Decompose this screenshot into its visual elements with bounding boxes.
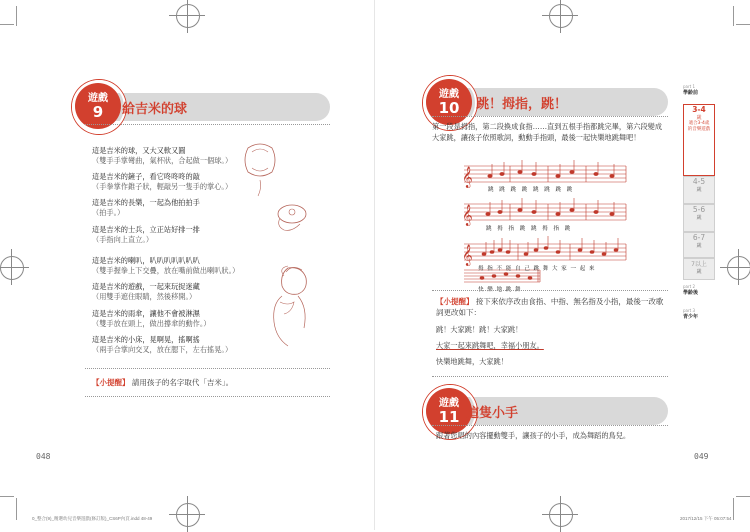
print-timestamp: 2017/12/15 下午 05:07:54 xyxy=(680,516,732,521)
game-number: 10 xyxy=(438,99,460,117)
tip xyxy=(92,377,233,388)
verse-sub: （手指向上直立。） xyxy=(92,235,154,244)
sing-line-3: 快樂地跳舞，大家跳！ xyxy=(436,357,508,366)
hands-clap-illustration xyxy=(270,200,310,235)
part-label: 學齡前 xyxy=(683,90,699,96)
verse-main: 這是吉米的球，又大又軟又圓 xyxy=(92,146,186,155)
staff-2 xyxy=(462,198,626,226)
crop-mark xyxy=(0,496,14,497)
tab-unit: 歲 xyxy=(696,269,702,275)
game-label: 遊戲 xyxy=(439,89,459,100)
tab-age: 6-7 xyxy=(692,233,706,242)
game-title: 給吉米的球 xyxy=(122,102,188,117)
game-label: 遊戲 xyxy=(439,398,459,409)
crop-mark xyxy=(16,498,17,520)
side-tab-5-6[interactable] xyxy=(683,204,715,232)
title-divider xyxy=(432,116,668,117)
side-part-1 xyxy=(683,84,713,96)
staff-1 xyxy=(462,160,626,188)
svg-text:𝄞: 𝄞 xyxy=(462,245,473,266)
game10-paragraph: 第一段是拇指，第二段換成食指……直到五根手指都跳完畢，第六段變成大家跳，讓孩子依照歌詞，動動手指頭，最後一起快樂地跳舞吧！ xyxy=(432,122,663,142)
verse-3 xyxy=(92,198,262,218)
game11-paragraph: 跟著您唱的內容擺動雙手，讓孩子的小手，成為舞蹈的鳥兒。 xyxy=(436,431,631,440)
crop-mark xyxy=(736,496,750,497)
part-small: part 1 xyxy=(683,84,696,89)
verse-main: 這是吉米的小床，晃啊晃，搖啊搖 xyxy=(92,335,200,344)
verse-4 xyxy=(92,225,262,245)
crop-mark xyxy=(736,24,750,25)
side-tab-7-plus[interactable] xyxy=(683,258,715,280)
tab-unit: 歲 xyxy=(696,115,702,121)
game-title-10: 跳！拇指，跳！ xyxy=(476,97,568,112)
tab-unit: 歲 xyxy=(696,243,702,249)
page-number: 048 xyxy=(36,452,51,461)
svg-text:𝄞: 𝄞 xyxy=(462,205,473,226)
tab-age: 7以上 xyxy=(691,261,707,268)
tab-age: 5-6 xyxy=(692,205,706,214)
tip-text: 請用孩子的名字取代「吉米」。 xyxy=(131,378,234,387)
tip-tag: 【小提醒】 xyxy=(92,378,130,387)
tip-tag: 【小提醒】 xyxy=(436,297,474,306)
lyrics-row-3: 拇 指 不 能 自 己 跳 舞 大 家 一 起 來 xyxy=(478,266,596,272)
staff-3 xyxy=(462,236,626,266)
verse-sub: （雙手放在頭上，做出撐傘的動作。） xyxy=(92,319,211,328)
verse-main: 這是吉米的喇叭，叭叭叭叭叭叭叭 xyxy=(92,256,200,265)
hands-ball-illustration xyxy=(238,138,283,198)
verse-main: 這是吉米的雨傘，讓他不會被淋濕 xyxy=(92,309,200,318)
verse-5 xyxy=(92,256,262,276)
registration-mark xyxy=(176,503,200,527)
title-divider xyxy=(85,124,330,125)
registration-mark xyxy=(176,4,200,28)
game-badge-10 xyxy=(426,79,472,125)
print-slug: 0_整合(9)_精選幼兒音樂遊戲(修訂版)_CS6P內頁.indd 48-49 xyxy=(32,516,153,521)
title-divider xyxy=(432,425,668,426)
tip-divider-top xyxy=(85,368,330,369)
tip-10 xyxy=(436,296,664,318)
side-tab-active[interactable] xyxy=(683,104,715,176)
lyrics-row-2: 跳 拇 指 跳 跳 拇 指 跳 xyxy=(486,226,573,232)
game-title-11: 這隻小手 xyxy=(466,406,519,421)
tab-label: 適合3-4歲的音樂遊戲 xyxy=(687,121,711,132)
verse-2 xyxy=(92,172,262,192)
tip-divider-bottom xyxy=(85,396,330,397)
game-number: 11 xyxy=(438,408,460,426)
part-label: 學齡後 xyxy=(683,290,699,296)
part-small: part 2 xyxy=(683,284,696,289)
crop-mark xyxy=(733,498,734,520)
registration-mark xyxy=(549,4,573,28)
verse-main: 這是吉米的鏟子，看它咚咚咚的敲 xyxy=(92,172,200,181)
side-part-3 xyxy=(683,308,713,320)
crop-mark xyxy=(0,24,14,25)
svg-text:𝄞: 𝄞 xyxy=(462,167,473,188)
verse-sub: （雙手手掌彎曲，氣杯狀，合起做一個球。） xyxy=(92,156,233,165)
verse-sub: （雙手握拳上下交疊，放在嘴前做出喇叭狀。） xyxy=(92,266,240,275)
verse-main: 這是吉米的遊戲，一起來玩捉迷藏 xyxy=(92,282,200,291)
verse-6 xyxy=(92,282,262,302)
verse-sub: （拍手。） xyxy=(92,208,125,217)
left-page xyxy=(0,0,375,530)
tab-age: 4-5 xyxy=(692,177,706,186)
registration-mark xyxy=(549,503,573,527)
verse-7 xyxy=(92,309,262,329)
sing-line-2: 大家一起來跳舞吧，幸福小朋友。 xyxy=(436,341,544,350)
verse-sub: （兩手合掌向交叉，放在腮下，左右搖晃。） xyxy=(92,345,233,354)
game-label: 遊戲 xyxy=(88,93,108,104)
crop-mark xyxy=(16,6,17,26)
verse-sub: （手拳掌作錐子狀，輕敲另一隻手的掌心。） xyxy=(92,182,233,191)
tab-unit: 歲 xyxy=(696,215,702,221)
crop-mark xyxy=(733,6,734,26)
page-number: 049 xyxy=(694,452,709,461)
tip-divider-top xyxy=(432,290,668,291)
registration-mark xyxy=(0,256,24,280)
tab-age: 3-4 xyxy=(692,105,706,114)
tip-divider-bottom xyxy=(432,376,668,377)
side-tab-6-7[interactable] xyxy=(683,232,715,258)
side-tab-4-5[interactable] xyxy=(683,176,715,204)
game-number: 9 xyxy=(92,103,104,121)
part-label: 青少年 xyxy=(683,314,699,320)
sing-line-1: 跳！大家跳！跳！大家跳！ xyxy=(436,325,523,334)
side-part-2 xyxy=(683,284,713,296)
verse-8 xyxy=(92,335,262,355)
verse-main: 這是吉米的長樂，一起為他拍拍手 xyxy=(92,198,200,207)
verse-sub: （用雙手遮住眼睛，然後移開。） xyxy=(92,292,197,301)
child-trumpet-illustration xyxy=(258,262,318,350)
registration-mark xyxy=(727,256,750,280)
tip-text: 接下來依序改由食指、中指、無名指及小指，最後一改歌詞更改如下： xyxy=(436,297,664,317)
game-badge xyxy=(75,83,121,129)
lyrics-row-4: 快 樂 地 跳 舞 xyxy=(478,287,522,293)
verse-1 xyxy=(92,146,262,166)
lyrics-row-1: 跳 跳 跳 跳 跳 跳 跳 跳 xyxy=(488,187,575,193)
part-small: part 3 xyxy=(683,308,696,313)
tab-unit: 歲 xyxy=(696,187,702,193)
verse-main: 這是吉米的士兵，立正站好排一排 xyxy=(92,225,200,234)
